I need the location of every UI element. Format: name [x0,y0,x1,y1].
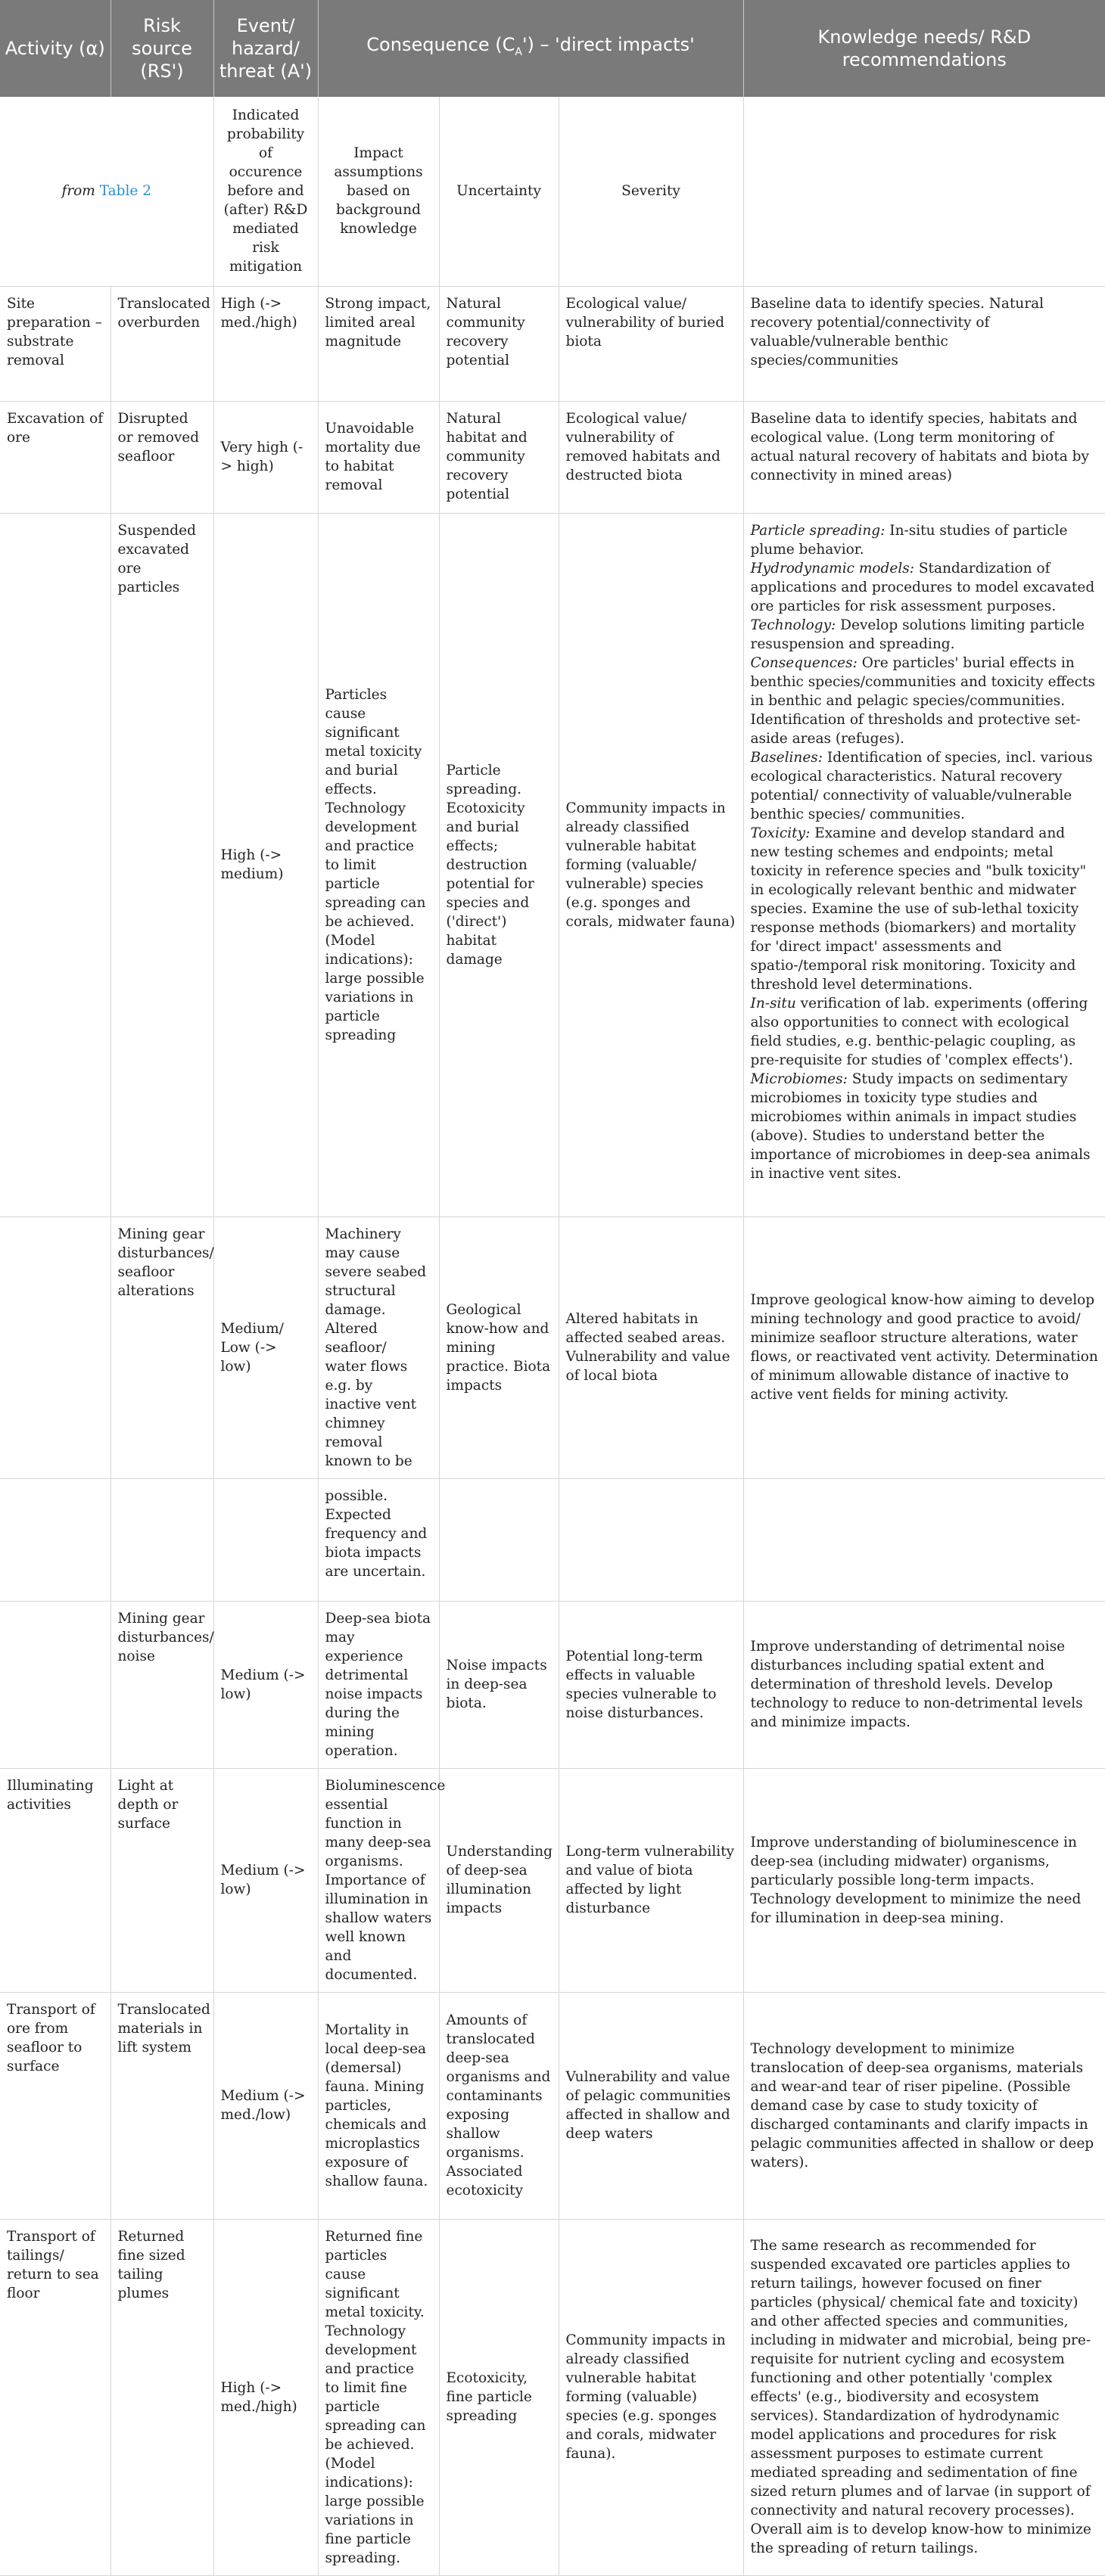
risk-source-cell [110,1478,213,1601]
table-row [0,286,1105,401]
knowledge-label: Toxicity: [750,825,811,841]
knowledge-text: In-situ studies of particle plume behavior. [750,522,1068,558]
event-cell: High (-> med./high) [213,2219,318,2575]
activity-cell: Site preparation – substrate removal [0,286,110,401]
risk-source-cell: Translocated overburden [110,286,213,401]
activity-cell: Transport of ore from seafloor to surface [0,1992,110,2219]
uncertainty-cell: Ecotoxicity, fine particle spreading [439,2219,559,2575]
risk-source-cell: Mining gear disturbances/ seafloor alterations [110,1217,213,1478]
header-risk-source: Risk source (RS') [110,0,213,97]
risk-source-cell: Suspended excavated ore particles [110,513,213,1217]
knowledge-cell: The same research as recommended for suspended excavated ore particles applies to return tailings, however focused on finer particles (physical/ chemical fate and toxicity) and other affected species and communities, including in midwater and microbial, being pre-requisite for nutrient cycling and ecosystem functioning and other potentially 'complex effects' (e.g., biodiversity and ecosystem services). Standardization of hydrodynamic model applications and procedures for risk assessment purposes to estimate current mediated spreading and sedimentation of fine sized return plumes and of larvae (in support of connectivity and natural recovery processes). Overall aim is to develop know-how to minimize the spreading of return tailings. [743,2219,1105,2575]
uncertainty-header: Uncertainty [439,97,559,286]
knowledge-text: verification of lab. experiments (offering also opportunities to connect with ecological field studies, e.g. benthic-pelagic coupling, as pre-requisite for studies of 'complex effects'). [750,995,1088,1068]
impact-cell: Unavoidable mortality due to habitat removal [318,401,439,513]
knowledge-text: Ore particles' burial effects in benthic species/communities and toxicity effects in benthic and pelagic species/communities. Identification of thresholds and protective set-aside areas (refuges). [750,654,1095,747]
risk-source-cell: Mining gear disturbances/ noise [110,1601,213,1768]
severity-cell: Ecological value/ vulnerability of removed habitats and destructed biota [559,401,743,513]
knowledge-cell [743,1478,1105,1601]
table-row [0,1992,1105,2219]
header-row [0,0,1105,97]
knowledge-text: Standardization of applications and procedures to model excavated ore particles for risk assessment purposes. [750,560,1095,614]
uncertainty-cell: Particle spreading. Ecotoxicity and burial effects; destruction potential for species and ('direct') habitat damage [439,513,559,1217]
subheader-row [0,97,1105,286]
header-consequence-tail: ') – 'direct impacts' [521,34,695,56]
activity-cell: Transport of tailings/ return to sea floor [0,2219,110,2575]
event-cell: High (-> medium) [213,513,318,1217]
table-row [0,401,1105,513]
header-activity: Activity (α) [0,0,110,97]
activity-cell: Illuminating activities [0,1768,110,1992]
severity-cell: Community impacts in already classified vulnerable habitat forming (valuable/ vulnerable) species (e.g. sponges and corals, midwater fauna) [559,513,743,1217]
severity-cell: Altered habitats in affected seabed areas. Vulnerability and value of local biota [559,1217,743,1478]
knowledge-label: Technology: [750,617,836,633]
knowledge-label: Consequences: [750,654,858,671]
impact-header: Impact assumptions based on background knowledge [318,97,439,286]
activity-cell: Excavation of ore [0,401,110,513]
probability-header: Indicated probability of occurence before and (after) R&D mediated risk mitigation [213,97,318,286]
table-row [0,513,1105,1217]
severity-cell [559,1478,743,1601]
activity-cell [0,1478,110,1601]
header-event: Event/ hazard/ threat (A') [213,0,318,97]
impact-cell: Deep-sea biota may experience detrimental noise impacts during the mining operation. [318,1601,439,1768]
header-consequence-sub: A [515,45,522,58]
table-row [0,1768,1105,1992]
header-consequence [318,0,743,97]
event-cell: Very high (-> high) [213,401,318,513]
table-row [0,1601,1105,1768]
knowledge-label: In-situ [750,995,796,1011]
event-cell [213,1478,318,1601]
knowledge-label: Hydrodynamic models: [750,560,914,576]
activity-cell [0,1217,110,1478]
uncertainty-cell: Amounts of translocated deep-sea organisms and contaminants exposing shallow organisms. Associated ecotoxicity [439,1992,559,2219]
impact-cell: Particles cause significant metal toxicity and burial effects. Technology development and practice to limit particle spreading can be achieved. (Model indications): large possible variations in particle spreading [318,513,439,1217]
knowledge-cell: Improve geological know-how aiming to develop mining technology and good practice to avoid/ minimize seafloor structure alterations, water flows, or reactivated vent activity. Determination of minimum allowable distance of inactive to active vent fields for mining activity. [743,1217,1105,1478]
knowledge-cell: Technology development to minimize translocation of deep-sea organisms, materials and wear-and tear of riser pipeline. (Possible demand case by case to study toxicity of discharged contaminants and clarify impacts in pelagic communities affected in shallow or deep waters). [743,1992,1105,2219]
table-row [0,2219,1105,2575]
knowledge-label: Baselines: [750,749,823,766]
risk-source-cell: Translocated materials in lift system [110,1992,213,2219]
impact-cell-continued: possible. Expected frequency and biota impacts are uncertain. [318,1478,439,1601]
severity-cell: Potential long-term effects in valuable species vulnerable to noise disturbances. [559,1601,743,1768]
table-row [0,1217,1105,1478]
knowledge-cell [743,513,1105,1217]
event-cell: High (-> med./high) [213,286,318,401]
risk-source-cell: Returned fine sized tailing plumes [110,2219,213,2575]
uncertainty-cell [439,1478,559,1601]
severity-cell: Vulnerability and value of pelagic communities affected in shallow and deep waters [559,1992,743,2219]
from-text: from [61,183,95,200]
impact-cell: Strong impact, limited areal magnitude [318,286,439,401]
risk-source-cell: Light at depth or surface [110,1768,213,1992]
knowledge-text: Identification of species, incl. various ecological characteristics. Natural recovery potential/ connectivity of valuable/vulnerable benthic species/ communities. [750,749,1093,822]
event-cell: Medium/ Low (-> low) [213,1217,318,1478]
knowledge-cell: Baseline data to identify species. Natural recovery potential/connectivity of valuable/vulnerable benthic species/communities [743,286,1105,401]
activity-cell [0,513,110,1217]
impact-cell: Machinery may cause severe seabed structural damage. Altered seafloor/ water flows e.g. by inactive vent chimney removal known to be [318,1217,439,1478]
uncertainty-cell: Natural habitat and community recovery potential [439,401,559,513]
header-consequence-label: Consequence (C [366,34,515,56]
activity-cell [0,1601,110,1768]
risk-source-cell: Disrupted or removed seafloor [110,401,213,513]
severity-cell: Ecological value/ vulnerability of buried biota [559,286,743,401]
impact-cell: Mortality in local deep-sea (demersal) fauna. Mining particles, chemicals and microplastics exposure of shallow fauna. [318,1992,439,2219]
impact-cell: Returned fine particles cause significant metal toxicity. Technology development and practice to limit fine particle spreading can be achieved. (Model indications): large possible variations in fine particle spreading. [318,2219,439,2575]
knowledge-header-empty [743,97,1105,286]
table-2-link[interactable]: Table 2 [99,183,152,200]
knowledge-text: Study impacts on sedimentary microbiomes in toxicity type studies and microbiomes within animals in impact studies (above). Studies to understand better the importance of microbiomes in deep-sea animals in inactive vent sites. [750,1070,1091,1182]
event-cell: Medium (-> low) [213,1768,318,1992]
event-cell: Medium (-> low) [213,1601,318,1768]
knowledge-text: Develop solutions limiting particle resuspension and spreading. [750,617,1085,652]
impact-cell: Bioluminescence essential function in many deep-sea organisms. Importance of illumination in shallow waters well known and documented. [318,1768,439,1992]
severity-header: Severity [559,97,743,286]
header-knowledge: Knowledge needs/ R&D recommendations [743,0,1105,97]
event-cell: Medium (-> med./low) [213,1992,318,2219]
severity-cell: Community impacts in already classified vulnerable habitat forming (valuable) species (e.g. sponges and corals, midwater fauna). [559,2219,743,2575]
from-table-cell [0,97,213,286]
knowledge-cell: Baseline data to identify species, habitats and ecological value. (Long term monitoring of actual natural recovery of habitats and biota by connectivity in mined areas) [743,401,1105,513]
knowledge-text: Examine and develop standard and new testing schemes and endpoints; metal toxicity in reference species and "bulk toxicity" in ecologically relevant benthic and midwater species. Examine the use of sub-lethal toxicity response methods (biomarkers) and mortality for 'direct impact' assessments and spatio-/temporal risk monitoring. Toxicity and threshold level determinations. [750,825,1087,993]
table-row-continuation [0,1478,1105,1601]
knowledge-cell: Improve understanding of detrimental noise disturbances including spatial extent and determination of threshold levels. Develop technology to reduce to non-detrimental levels and minimize impacts. [743,1601,1105,1768]
uncertainty-cell: Geological know-how and mining practice. Biota impacts [439,1217,559,1478]
knowledge-cell: Improve understanding of bioluminescence in deep-sea (including midwater) organisms, particularly possible long-term impacts. Technology development to minimize the need for illumination in deep-sea mining. [743,1768,1105,1992]
knowledge-label: Particle spreading: [750,522,886,539]
uncertainty-cell: Natural community recovery potential [439,286,559,401]
knowledge-label: Microbiomes: [750,1070,848,1087]
uncertainty-cell: Understanding of deep-sea illumination impacts [439,1768,559,1992]
severity-cell: Long-term vulnerability and value of biota affected by light disturbance [559,1768,743,1992]
uncertainty-cell: Noise impacts in deep-sea biota. [439,1601,559,1768]
